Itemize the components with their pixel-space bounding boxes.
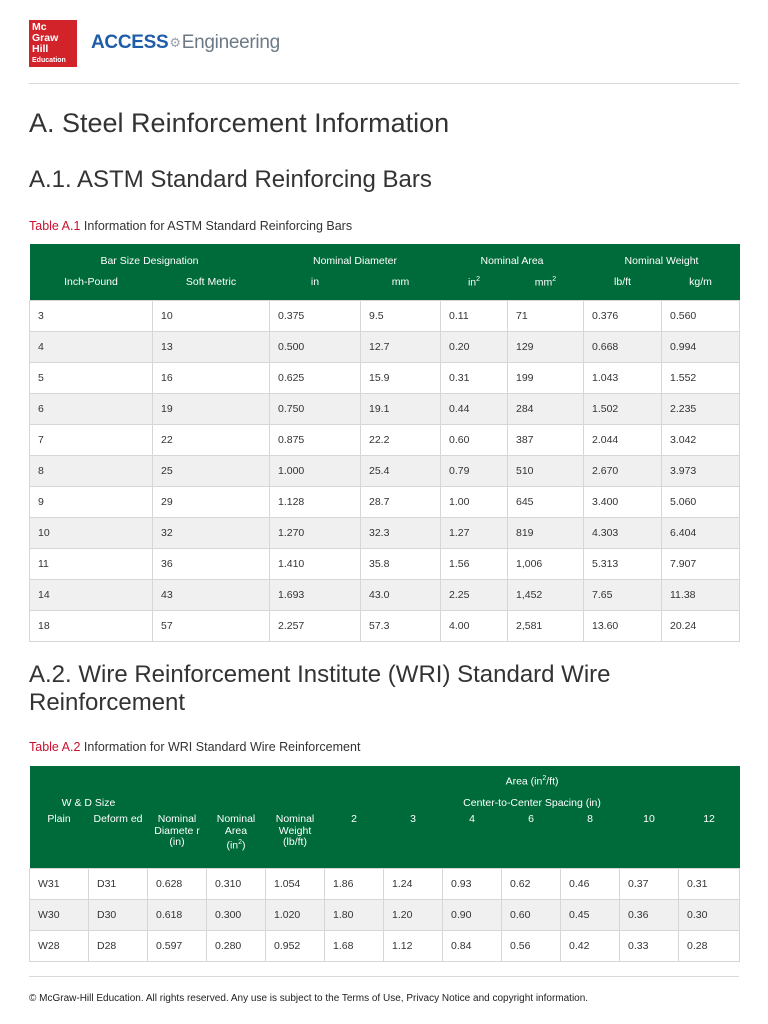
table-cell: 0.300 (207, 900, 266, 931)
table-label: Table A.1 (29, 219, 81, 233)
table-row (30, 301, 740, 332)
table-row (30, 549, 740, 580)
table-cell: 0.60 (502, 900, 561, 931)
table-caption-a2 (29, 740, 360, 754)
table-cell: 5.313 (584, 549, 662, 580)
spacing-header: Center-to-Center Spacing (in) (463, 797, 601, 809)
table-cell: D31 (89, 869, 148, 900)
table-cell: 35.8 (361, 549, 441, 580)
table-cell: 0.93 (443, 869, 502, 900)
table-row (30, 611, 740, 642)
table-cell: 16 (153, 363, 270, 394)
table-cell: 0.310 (207, 869, 266, 900)
table-cell: 9 (30, 487, 153, 518)
table-cell: 0.560 (662, 301, 740, 332)
column-header: mm (391, 276, 410, 288)
table-cell: 10 (30, 518, 153, 549)
table-cell: 0.37 (620, 869, 679, 900)
table-cell: 284 (508, 394, 584, 425)
table-cell: 57 (153, 611, 270, 642)
table-label: Table A.2 (29, 740, 81, 754)
table-cell: 19 (153, 394, 270, 425)
table-cell: 0.42 (561, 931, 620, 962)
table-row (30, 456, 740, 487)
logo-text-education: Education (32, 57, 66, 64)
table-cell: 7 (30, 425, 153, 456)
table-cell: 5.060 (662, 487, 740, 518)
table-cell: 1.86 (325, 869, 384, 900)
table-cell: 0.952 (266, 931, 325, 962)
table-row (30, 363, 740, 394)
table-cell: 0.375 (270, 301, 361, 332)
table-cell: 25.4 (361, 456, 441, 487)
table-cell: 0.597 (148, 931, 207, 962)
table-cell: D30 (89, 900, 148, 931)
table-cell: 1.00 (441, 487, 508, 518)
table-cell: 6.404 (662, 518, 740, 549)
table-cell: W30 (30, 900, 89, 931)
table-cell: 1.054 (266, 869, 325, 900)
table-cell: 25 (153, 456, 270, 487)
table-cell: 0.45 (561, 900, 620, 931)
table-cell: 19.1 (361, 394, 441, 425)
table-cell: 0.31 (679, 869, 740, 900)
table-cell: 20.24 (662, 611, 740, 642)
table-cell: 11 (30, 549, 153, 580)
table-cell: 4.00 (441, 611, 508, 642)
footer-divider (29, 976, 739, 977)
table-cell: 2.044 (584, 425, 662, 456)
table-cell: 0.62 (502, 869, 561, 900)
table-cell: 1.56 (441, 549, 508, 580)
table-cell: 0.11 (441, 301, 508, 332)
column-header: Deform ed (93, 813, 143, 825)
table-cell: 0.56 (502, 931, 561, 962)
table-cell: 4 (30, 332, 153, 363)
table-cell: 1.552 (662, 363, 740, 394)
table-cell: 15.9 (361, 363, 441, 394)
table-cell: 1.502 (584, 394, 662, 425)
column-header: lb/ft (614, 276, 631, 288)
column-header: Nominal Diamete r (in) (154, 813, 200, 848)
table-cell: 1.24 (384, 869, 443, 900)
table-cell: 28.7 (361, 487, 441, 518)
table-cell: 3.042 (662, 425, 740, 456)
table-cell: 11.38 (662, 580, 740, 611)
table-cell: 1.20 (384, 900, 443, 931)
table-cell: 0.376 (584, 301, 662, 332)
copyright-footer: © McGraw-Hill Education. All rights reserved. Any use is subject to the Terms of Use, Privacy Notice and copyright information. (29, 993, 589, 1004)
table-cell: 3.400 (584, 487, 662, 518)
table-cell: 0.31 (441, 363, 508, 394)
table-cell: 1,452 (508, 580, 584, 611)
table-cell: 510 (508, 456, 584, 487)
group-header: Nominal Area (480, 255, 544, 267)
table-cell: 1.020 (266, 900, 325, 931)
table-cell: 0.33 (620, 931, 679, 962)
table-cell: 36 (153, 549, 270, 580)
table-cell: 0.28 (679, 931, 740, 962)
column-header: Inch-Pound (64, 276, 118, 288)
table-cell: 199 (508, 363, 584, 394)
table-cell: D28 (89, 931, 148, 962)
table-cell: 0.90 (443, 900, 502, 931)
table-cell: 32 (153, 518, 270, 549)
group-header: Nominal Weight (624, 255, 699, 267)
table-body (30, 869, 740, 962)
table-cell: 2.235 (662, 394, 740, 425)
table-cell: 10 (153, 301, 270, 332)
table-cell: 387 (508, 425, 584, 456)
table-cell: 129 (508, 332, 584, 363)
brand-engineering: Engineering (181, 32, 280, 53)
table-cell: 0.750 (270, 394, 361, 425)
logo-text: Mc Graw Hill (32, 21, 59, 55)
table-cell: 1.12 (384, 931, 443, 962)
table-cell: 2.670 (584, 456, 662, 487)
table-cell: 57.3 (361, 611, 441, 642)
table-cell: 0.36 (620, 900, 679, 931)
section-heading-a2: A.2. Wire Reinforcement Institute (WRI) Standard Wire Reinforcement (29, 661, 611, 716)
column-header: $mm^2$ (534, 276, 557, 289)
table-cell: 0.79 (441, 456, 508, 487)
table-cell: 0.60 (441, 425, 508, 456)
table-cell: 3.973 (662, 456, 740, 487)
column-header: kg/m (689, 276, 712, 288)
table-cell: 8 (30, 456, 153, 487)
table-cell: 18 (30, 611, 153, 642)
table-cell: 1.043 (584, 363, 662, 394)
table-cell: 1.27 (441, 518, 508, 549)
table-cell: 29 (153, 487, 270, 518)
table-cell: 43.0 (361, 580, 441, 611)
table-cell: 4.303 (584, 518, 662, 549)
table-row (30, 869, 740, 900)
table-cell: 0.994 (662, 332, 740, 363)
table-cell: 0.84 (443, 931, 502, 962)
header-divider (29, 83, 739, 84)
table-row (30, 900, 740, 931)
table-cell: 71 (508, 301, 584, 332)
table-cell: 1.693 (270, 580, 361, 611)
page-title: A. Steel Reinforcement Information (29, 108, 450, 138)
table-cell: 1.410 (270, 549, 361, 580)
table-cell: 14 (30, 580, 153, 611)
table-cell: 7.65 (584, 580, 662, 611)
table-cell: 0.618 (148, 900, 207, 931)
column-header: Nominal Area $(in^2)$ (216, 813, 256, 852)
table-row (30, 332, 740, 363)
table-cell: 2,581 (508, 611, 584, 642)
table-cell: 0.280 (207, 931, 266, 962)
table-cell: 2.25 (441, 580, 508, 611)
column-header: in (310, 276, 320, 288)
table-row (30, 580, 740, 611)
table-cell: 0.30 (679, 900, 740, 931)
column-header: 4 (469, 813, 475, 825)
section-heading-a1: A.1. ASTM Standard Reinforcing Bars (29, 166, 432, 193)
table-cell: 1.270 (270, 518, 361, 549)
table-cell: 3 (30, 301, 153, 332)
table-cell: 13 (153, 332, 270, 363)
wd-size-header: W & D Size (61, 797, 116, 809)
table-cell: 0.44 (441, 394, 508, 425)
table-row (30, 487, 740, 518)
table-cell: 0.20 (441, 332, 508, 363)
table-cell: 0.875 (270, 425, 361, 456)
table-cell: W31 (30, 869, 89, 900)
table-row (30, 425, 740, 456)
header (29, 20, 739, 82)
table-cell: 32.3 (361, 518, 441, 549)
column-header: $in^2$ (467, 276, 481, 289)
table-cell: 0.46 (561, 869, 620, 900)
table-cell: 645 (508, 487, 584, 518)
table-row (30, 931, 740, 962)
table-cell: 43 (153, 580, 270, 611)
table-cell: 0.668 (584, 332, 662, 363)
table-caption-text: Information for WRI Standard Wire Reinforcement (83, 740, 361, 754)
table-cell: 0.625 (270, 363, 361, 394)
group-header: Bar Size Designation (100, 255, 199, 267)
table-cell: 22 (153, 425, 270, 456)
table-cell: 1,006 (508, 549, 584, 580)
table-row (30, 394, 740, 425)
column-header: Nominal Weight (lb/ft) (275, 813, 315, 848)
mcgraw-hill-logo[interactable] (29, 20, 77, 67)
table-cell: 7.907 (662, 549, 740, 580)
table-cell: 0.628 (148, 869, 207, 900)
column-header: Plain (47, 813, 71, 825)
table-cell: 1.000 (270, 456, 361, 487)
table-caption-a1 (29, 219, 352, 233)
table-cell: W28 (30, 931, 89, 962)
table-cell: 5 (30, 363, 153, 394)
table-body (30, 301, 740, 642)
table-cell: 9.5 (361, 301, 441, 332)
column-header: 6 (528, 813, 534, 825)
column-header: 8 (587, 813, 593, 825)
access-engineering-logo[interactable] (91, 32, 280, 54)
wri-wire-table (29, 766, 740, 962)
group-header: Nominal Diameter (312, 255, 398, 267)
column-header: Soft Metric (185, 276, 237, 288)
table-cell: 22.2 (361, 425, 441, 456)
table-cell: 13.60 (584, 611, 662, 642)
table-cell: 819 (508, 518, 584, 549)
table-row (30, 518, 740, 549)
table-cell: 1.80 (325, 900, 384, 931)
column-header: 10 (643, 813, 655, 825)
brand-access: ACCESS (91, 32, 169, 53)
table-cell: 1.68 (325, 931, 384, 962)
column-header: 3 (410, 813, 416, 825)
table-cell: 2.257 (270, 611, 361, 642)
table-cell: 0.500 (270, 332, 361, 363)
table-cell: 6 (30, 394, 153, 425)
column-header: 12 (703, 813, 715, 825)
astm-bars-table (29, 244, 740, 642)
table-caption-text: Information for ASTM Standard Reinforcing Bars (83, 219, 353, 233)
area-header: Area $(in^2/ft)$ (505, 774, 559, 788)
table-cell: 12.7 (361, 332, 441, 363)
table-cell: 1.128 (270, 487, 361, 518)
column-header: 2 (351, 813, 357, 825)
gear-icon: ⚙ (169, 35, 181, 50)
